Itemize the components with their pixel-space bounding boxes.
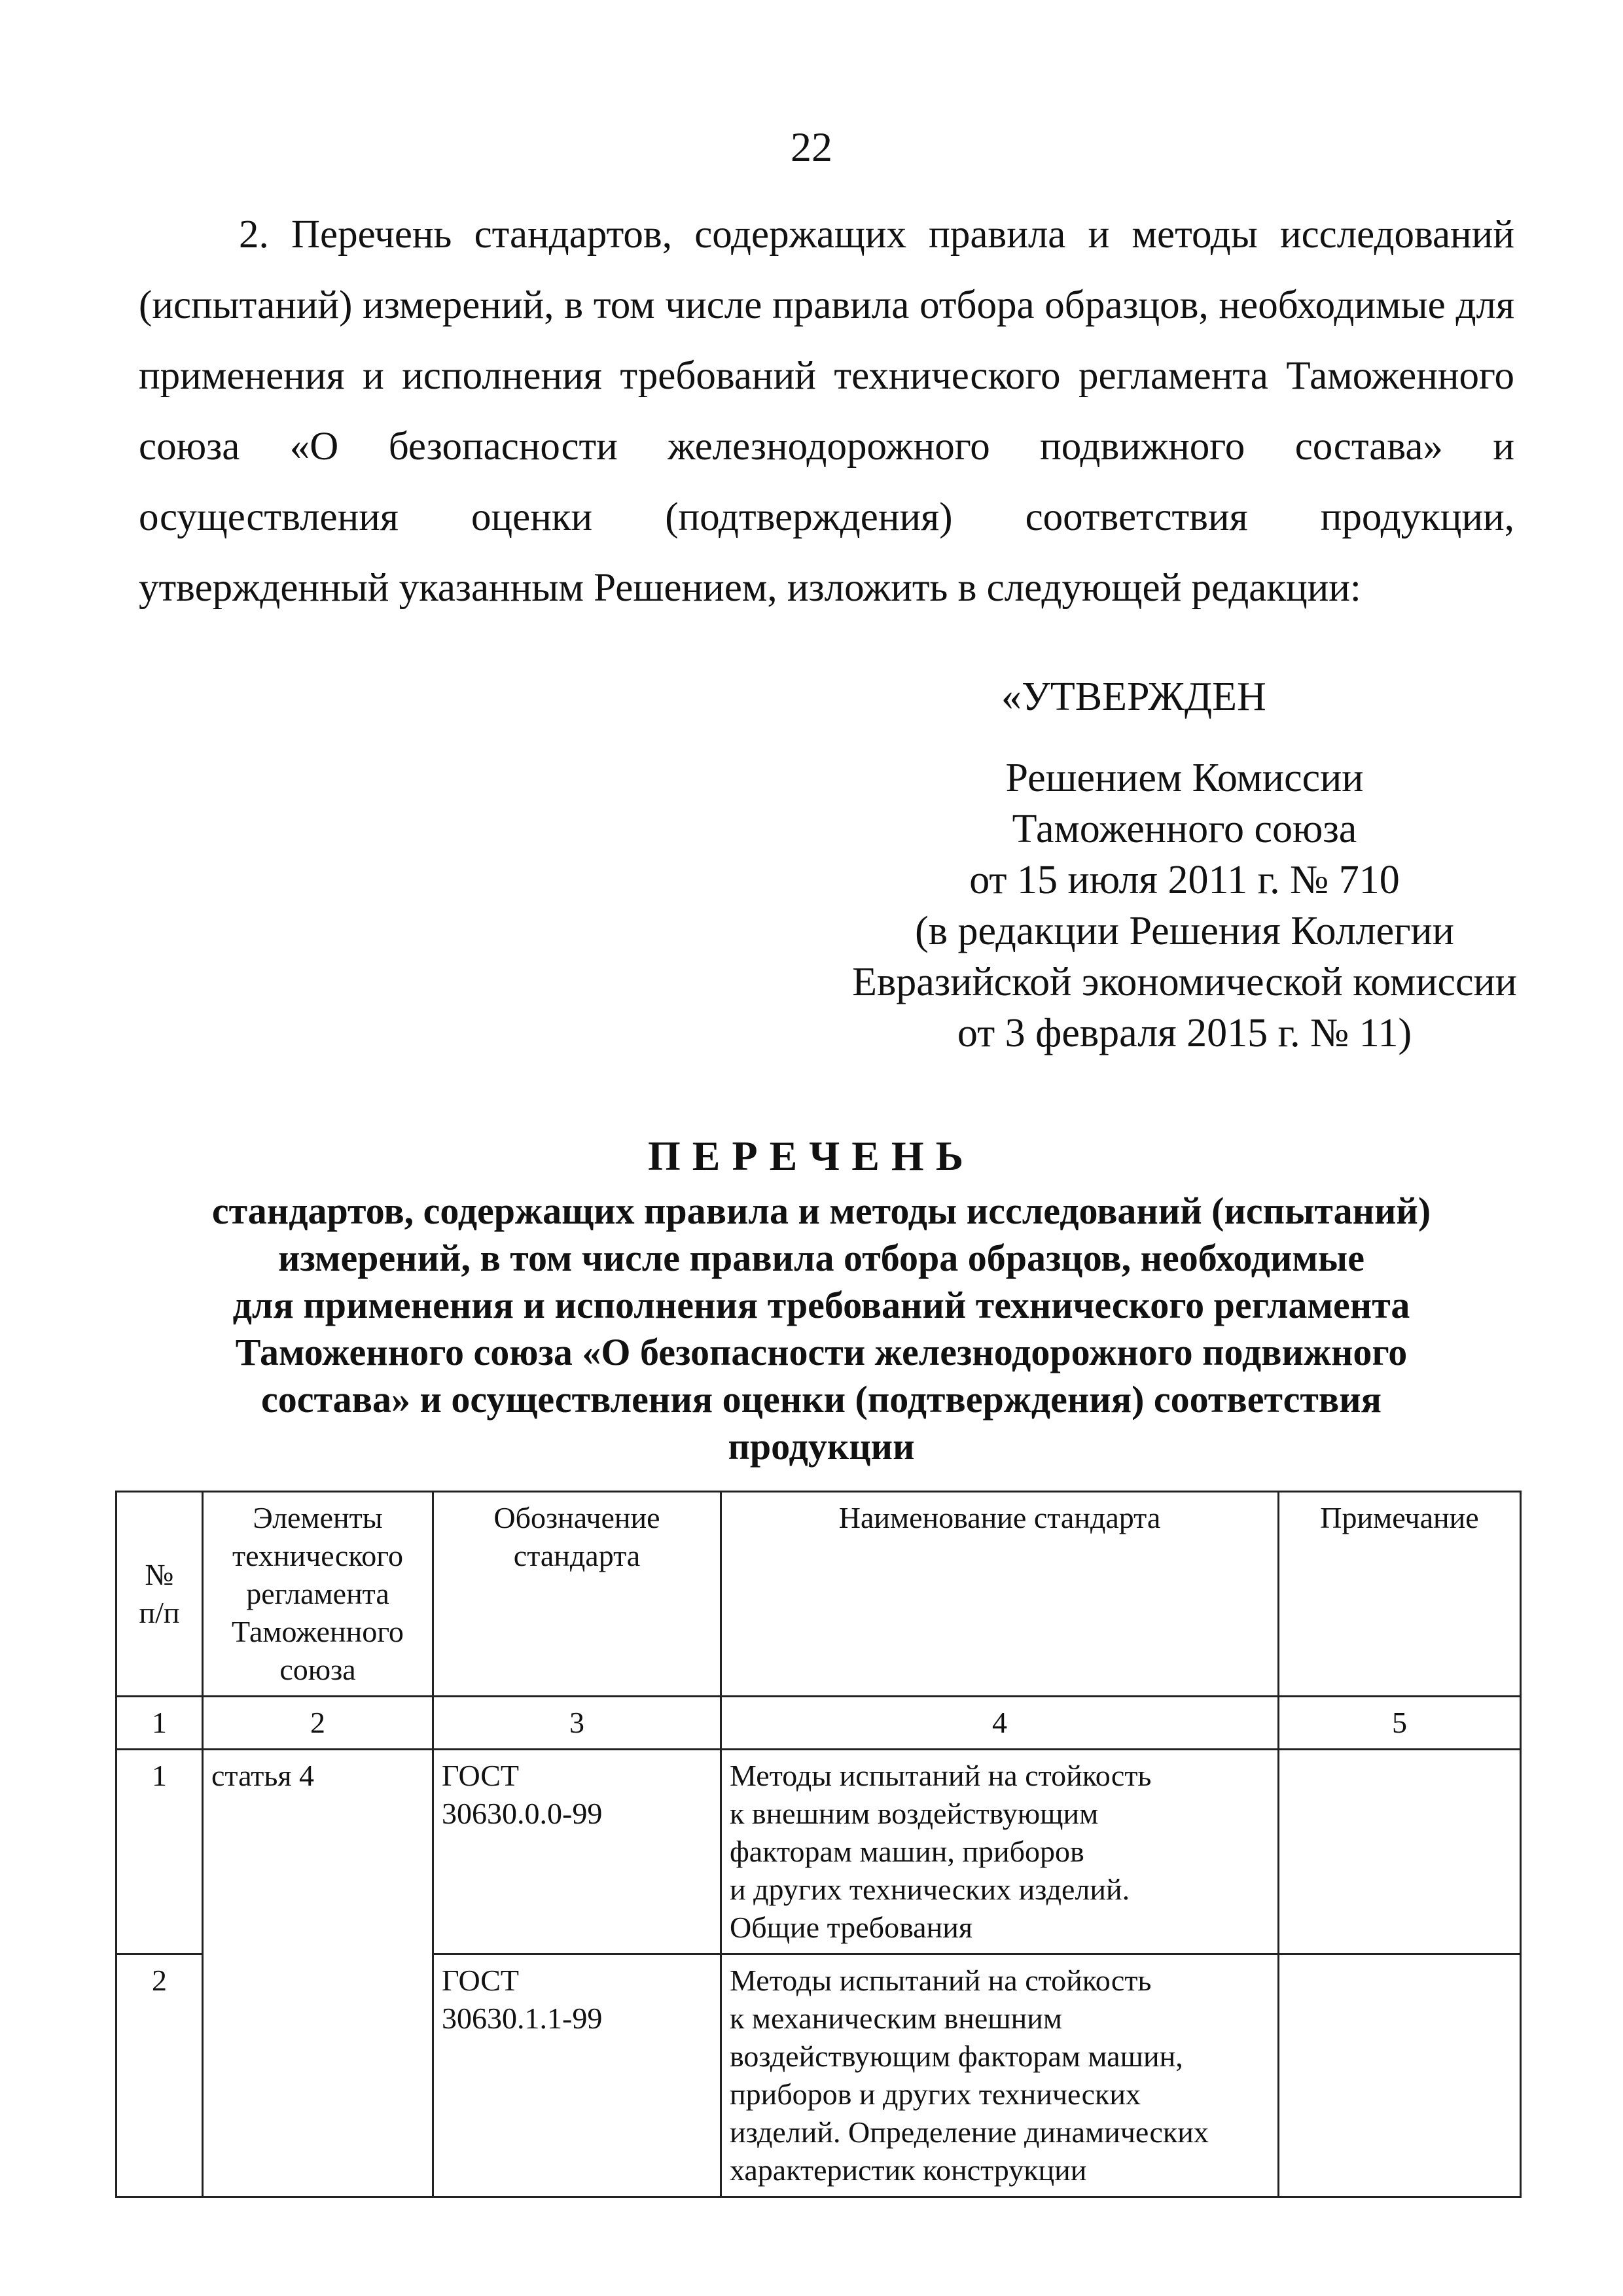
subtitle-line: состава» и осуществления оценки (подтверждения) соответствия (261, 1378, 1382, 1421)
approval-heading: «УТВЕРЖДЕН (1001, 675, 1266, 719)
subtitle-line: Таможенного союза «О безопасности железнодорожного подвижного (235, 1331, 1408, 1373)
row-designation: ГОСТ 30630.0.0-99 (433, 1750, 721, 1954)
subtitle-line: стандартов, содержащих правила и методы исследований (испытаний) (211, 1190, 1431, 1232)
approval-line: Решением Комиссии (1005, 756, 1364, 800)
column-number: 2 (203, 1697, 433, 1750)
column-number: 5 (1279, 1697, 1521, 1750)
approval-line: от 3 февраля 2015 г. № 11) (957, 1011, 1412, 1055)
page-number: 22 (791, 124, 832, 170)
row-note (1279, 1750, 1521, 1954)
approval-line: Евразийской экономической комиссии (852, 960, 1517, 1004)
row-standard-name: Методы испытаний на стойкость к механическим внешним воздействующим факторам машин, приборов и других технических изделий. Определение динамических характеристик конструкции (721, 1954, 1279, 2197)
approval-block (746, 752, 1623, 1059)
approval-line: от 15 июля 2011 г. № 710 (969, 858, 1400, 902)
row-num: 1 (116, 1750, 203, 1954)
column-number-row (116, 1697, 1521, 1750)
approval-line: (в редакции Решения Коллегии (915, 909, 1454, 953)
column-number: 3 (433, 1697, 721, 1750)
table-row (116, 1750, 1521, 1954)
column-number: 1 (116, 1697, 203, 1750)
column-number: 4 (721, 1697, 1279, 1750)
row-designation: ГОСТ 30630.1.1-99 (433, 1954, 721, 2197)
header-designation: Обозначение стандарта (433, 1492, 721, 1697)
table-header-row (116, 1492, 1521, 1697)
header-element: Элементы технического регламента Таможенного союза (203, 1492, 433, 1697)
list-subtitle (131, 1188, 1512, 1470)
row-num: 2 (116, 1954, 203, 2197)
header-num: № п/п (116, 1492, 203, 1697)
header-name: Наименование стандарта (721, 1492, 1279, 1697)
subtitle-line: измерений, в том числе правила отбора образцов, необходимые (278, 1237, 1364, 1279)
row-element: статья 4 (203, 1750, 433, 2197)
intro-paragraph: 2. Перечень стандартов, содержащих правила и методы исследований (испытаний) измерений, в том числе правила отбора образцов, необходимые для применения и исполнения требований технического регламента Таможенного союза «О безопасности железнодорожного подвижного состава» и осуществления оценки (подтверждения) соответствия продукции, утвержденный указанным Решением, изложить в следующей редакции: (139, 213, 1514, 610)
standards-table (115, 1491, 1522, 2198)
row-note (1279, 1954, 1521, 2197)
row-standard-name: Методы испытаний на стойкость к внешним воздействующим факторам машин, приборов и других технических изделий. Общие требования (721, 1750, 1279, 1954)
list-title: ПЕРЕЧЕНЬ (648, 1133, 975, 1179)
header-note: Примечание (1279, 1492, 1521, 1697)
subtitle-line: для применения и исполнения требований технического регламента (232, 1284, 1410, 1326)
approval-line: Таможенного союза (1012, 807, 1357, 851)
subtitle-line: продукции (728, 1425, 915, 1468)
